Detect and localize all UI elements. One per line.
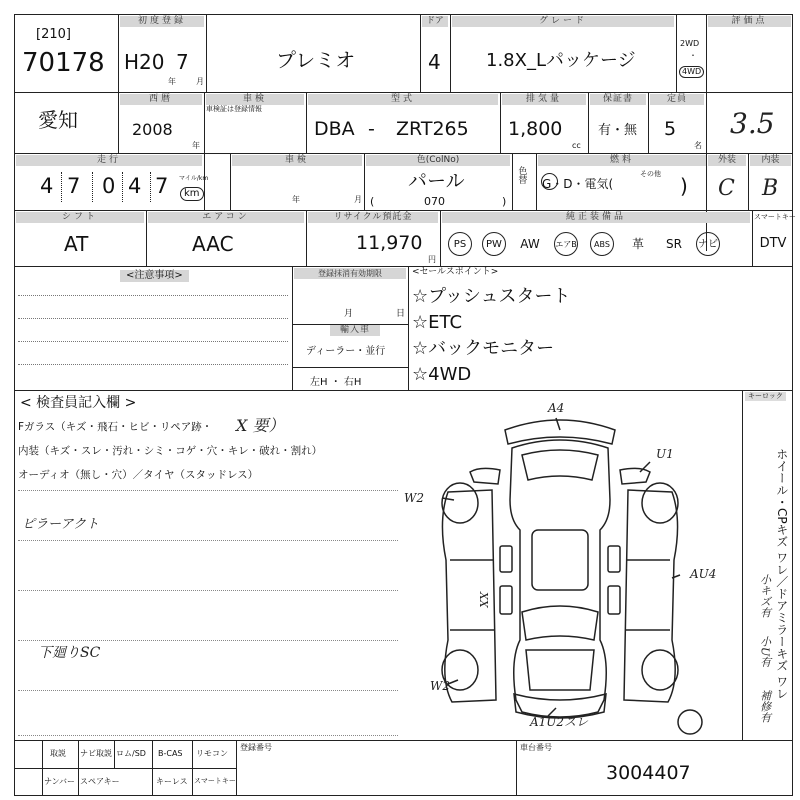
color: パール — [408, 170, 465, 192]
chassis-number: 3004407 — [606, 762, 691, 784]
displacement: 1,800 — [508, 118, 563, 140]
side-note: 小U有 — [758, 636, 772, 668]
inspector-line-glass: Fガラス（キズ・飛石・ヒビ・リペア跡・ — [18, 421, 213, 433]
reg-expiry-label: 登録抹消有効期限 — [294, 268, 406, 279]
capacity-label: 定員 — [650, 94, 704, 105]
diagram-mark: A1U2スレ — [530, 715, 589, 729]
handwritten-note-underbody: 下廻りSC — [38, 645, 101, 661]
region: 愛知 — [38, 108, 78, 132]
side-note: 小キズ有 — [758, 574, 772, 618]
sales-point: ☆バックモニター — [412, 338, 555, 359]
score: 3.5 — [730, 107, 775, 140]
grade: 1.8X_Lパッケージ — [486, 50, 636, 71]
warranty-label: 保証書 — [590, 94, 646, 105]
western-year-label: 西暦 — [120, 94, 202, 105]
glass-handwritten: X 要） — [236, 416, 285, 435]
drive-2wd: 2WD — [680, 39, 700, 48]
import-label: 輸入車 — [330, 325, 380, 336]
car-name: プレミオ — [276, 48, 356, 72]
equipment-item: AW — [520, 237, 540, 251]
model-code: ZRT265 — [396, 118, 469, 140]
sales-points-label: <セールスポイント> — [412, 267, 499, 277]
caution-label: <注意事項> — [120, 270, 189, 282]
reg-year: H20 — [124, 50, 165, 74]
month-unit: 月 — [196, 77, 204, 86]
exterior-label: 外装 — [708, 155, 746, 166]
auction-sheet: [210] 70178 初度登録 H20 7 年 月 プレミオ ドア 4 グレード 1.8X_Lパッケージ 2WD ・ 4WD 評価点 3.5 愛知 西暦 2008 年 車検 車検証は登録情報 型式 DBA - ZRT265 排気量 1,800 cc 保証書 有・無 定員 5 名 走行 4 7 0 4 7 マイル/km km 車検 年 月 色(ColNo) パール ( 070 ) 色替 燃料 G・D・電気( その他 ) 外装 C 内装 B シフト AT エアコン AAC リサイクル預託金 11,970 円 純正装備品 スマートキー PS PW AW エアB ABS 革 SR ナビ DTV <注意事項> 登録抹消有効期限 月 日 輸入車 ディーラー・並行 左H ・ 右H <セールスポイント> ☆プッシュスタート ☆ETC ☆バックモニター ☆4WD < 検査員記入欄 > Fガラス（キズ・飛石・ヒビ・リペア跡・ X 要） 内装（キズ・スレ・汚れ・シミ・コゲ・穴・キレ・破れ・割れ） オーディオ（無し・穴）／タイヤ（スタッドレス） ピラーアクト 下廻りSC A4 U1 W2 AU4 W2 A1U2スレ XX キーロック ホイール・CPキズ ワレ／ドアミラーキズ ワレ 小キズ有 小U有 補修有 取説 ナビ取説 ロム/SD B-CAS リモコン ナンバー スペアキー キーレス スマートキー 登録番号 車台番号 3004407 — [0, 0, 800, 800]
km-circled: km — [180, 187, 204, 201]
year-unit: 年 — [168, 77, 176, 86]
fuel-g-circle — [541, 173, 558, 190]
capacity: 5 — [664, 118, 677, 140]
side-note: 補修有 — [758, 690, 772, 723]
equipment-item: エアB — [554, 232, 578, 256]
exterior-grade: C — [718, 176, 735, 201]
equipment-item: ナビ — [696, 232, 720, 256]
interior-label: 内装 — [750, 155, 791, 166]
inspector-title: < 検査員記入欄 > — [20, 395, 137, 411]
grade-label: グレード — [452, 16, 674, 27]
equipment-item: 革 — [631, 237, 644, 251]
inspector-line-audio: オーディオ（無し・穴）／タイヤ（スタッドレス） — [18, 469, 259, 481]
inspector-line-interior: 内装（キズ・スレ・汚れ・シミ・コゲ・穴・キレ・破れ・割れ） — [18, 445, 323, 457]
ac-label: エアコン — [148, 212, 304, 223]
reg-month: 7 — [176, 50, 189, 74]
western-year: 2008 — [132, 120, 173, 139]
recycle-label: リサイクル預託金 — [308, 212, 438, 223]
key-lock-label: キーロック — [745, 392, 786, 401]
diagram-mark: AU4 — [690, 567, 717, 581]
equipment-item: PW — [482, 232, 506, 256]
fuel-options: G・D・電気( — [542, 177, 614, 191]
equipment-item: DTV — [759, 236, 787, 251]
drive-4wd-circled: 4WD — [679, 66, 704, 78]
equipment-item: PS — [448, 232, 472, 256]
side-inspection-label: ホイール・CPキズ ワレ／ドアミラーキズ ワレ — [774, 448, 789, 700]
shift-label: シフト — [16, 212, 144, 223]
warranty: 有・無 — [598, 123, 638, 138]
ac: AAC — [192, 232, 234, 256]
interior-grade: B — [762, 176, 779, 201]
dealer-parallel: ディーラー・並行 — [306, 346, 386, 357]
doors: 4 — [428, 50, 441, 74]
diagram-mark: W2 — [430, 679, 450, 693]
sales-point: ☆プッシュスタート — [412, 286, 571, 307]
doors-label: ドア — [422, 16, 448, 27]
inspection-label: 車検 — [206, 94, 304, 105]
inspection-note: 車検証は登録情報 — [206, 105, 262, 113]
sales-point: ☆ETC — [412, 312, 463, 333]
mileage-label: 走行 — [16, 155, 202, 166]
smart-key-label: スマートキー — [754, 213, 796, 221]
diagram-mark: XX — [477, 592, 490, 608]
diagram-mark: U1 — [656, 447, 674, 461]
model-prefix: DBA — [314, 118, 355, 140]
color-change: 色替 — [516, 166, 527, 184]
handwritten-note-pillar: ピラーアクト — [22, 517, 99, 532]
model-label: 型式 — [308, 94, 498, 105]
inspect-label: 車検 — [232, 155, 362, 166]
steering: 左H ・ 右H — [310, 377, 362, 388]
displacement-label: 排気量 — [502, 94, 586, 105]
mile-km: マイル/km — [179, 175, 209, 182]
lot-number: 70178 — [22, 48, 105, 78]
chassis-label: 車台番号 — [520, 743, 552, 752]
equipment-item: SR — [666, 237, 682, 251]
score-label: 評価点 — [708, 16, 791, 27]
color-no: 070 — [424, 195, 445, 208]
color-label: 色(ColNo) — [366, 155, 510, 166]
first-reg-label: 初度登録 — [120, 16, 204, 27]
equipment-item: ABS — [590, 232, 614, 256]
diagram-mark: W2 — [404, 491, 424, 505]
shift: AT — [64, 232, 89, 256]
reg-number-label: 登録番号 — [240, 743, 272, 752]
diagram-mark: A4 — [548, 401, 565, 415]
recycle-fee: 11,970 — [356, 232, 423, 254]
sales-point: ☆4WD — [412, 364, 472, 385]
lot-code: [210] — [36, 27, 71, 42]
fuel-label: 燃料 — [538, 155, 706, 166]
equipment-label: 純正装備品 — [442, 212, 750, 223]
